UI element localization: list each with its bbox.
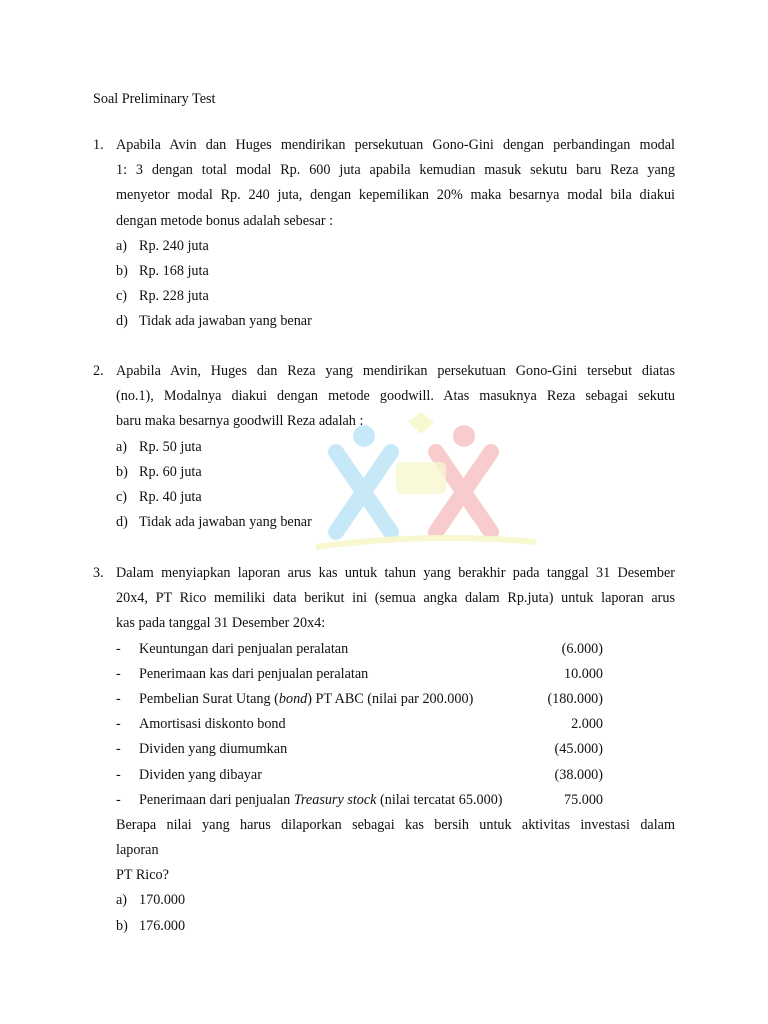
question-3 xyxy=(93,561,675,939)
question-text-line: 1: 3 dengan total modal Rp. 600 juta apabila kemudian masuk sekutu baru Reza yang xyxy=(116,162,675,179)
item-text xyxy=(139,712,286,737)
option-text: 170.000 xyxy=(139,892,186,909)
option-label: d) xyxy=(116,514,128,531)
option-label: a) xyxy=(116,438,128,455)
item-amount: 75.000 xyxy=(563,791,603,808)
item-amount: (38.000) xyxy=(554,766,603,783)
question-number: 2. xyxy=(93,363,104,379)
question-text-line: laporan xyxy=(116,842,159,859)
item-text-italic: Treasury stock xyxy=(293,791,377,808)
question-text-line: PT Rico? xyxy=(116,867,169,884)
item-dash: - xyxy=(116,716,121,733)
answer-option xyxy=(116,309,675,334)
option-label: b) xyxy=(116,917,128,934)
question-2 xyxy=(93,359,675,535)
answer-option xyxy=(116,914,675,939)
item-amount: 2.000 xyxy=(571,716,603,733)
item-text xyxy=(139,687,473,712)
data-item xyxy=(116,637,675,662)
item-dash: - xyxy=(116,766,121,783)
item-text-part: Penerimaan dari penjualan xyxy=(139,791,294,808)
question-text-line: Apabila Avin dan Huges mendirikan persekutuan Gono-Gini dengan perbandingan modal xyxy=(116,137,675,153)
item-text xyxy=(139,737,287,762)
answer-option xyxy=(116,485,675,510)
option-text: 176.000 xyxy=(139,917,186,934)
item-text-part: Amortisasi diskonto bond xyxy=(139,716,286,733)
item-text-part: Dividen yang dibayar xyxy=(139,766,262,783)
question-text-line: dengan metode bonus adalah sebesar : xyxy=(116,212,334,229)
question-text-line: kas pada tanggal 31 Desember 20x4: xyxy=(116,615,326,632)
question-text-line: Dalam menyiapkan laporan arus kas untuk tahun yang berakhir pada tanggal 31 Desember xyxy=(116,565,675,581)
question-1 xyxy=(93,133,675,335)
item-dash: - xyxy=(116,741,121,758)
item-text xyxy=(139,637,348,662)
option-label: c) xyxy=(116,488,128,505)
option-text: Rp. 168 juta xyxy=(139,262,209,279)
question-text-line: 20x4, PT Rico memiliki data berikut ini (semua angka dalam Rp.juta) untuk laporan arus xyxy=(116,590,675,607)
item-amount: (6.000) xyxy=(561,640,603,657)
item-text-italic: bond xyxy=(278,690,308,707)
item-amount: (180.000) xyxy=(547,690,603,707)
item-text xyxy=(139,788,503,813)
item-text-part: Dividen yang diumumkan xyxy=(139,741,288,758)
item-dash: - xyxy=(116,791,121,808)
option-label: b) xyxy=(116,262,128,279)
option-text: Rp. 40 juta xyxy=(139,488,202,505)
option-text: Tidak ada jawaban yang benar xyxy=(139,313,312,330)
data-item xyxy=(116,712,675,737)
data-item xyxy=(116,788,675,813)
item-text-part: Pembelian Surat Utang ( xyxy=(139,690,279,707)
data-item xyxy=(116,662,675,687)
option-text: Tidak ada jawaban yang benar xyxy=(139,514,312,531)
option-label: d) xyxy=(116,313,128,330)
watermark-swoosh xyxy=(316,538,536,547)
item-dash: - xyxy=(116,690,121,707)
option-text: Rp. 50 juta xyxy=(139,438,202,455)
option-text: Rp. 228 juta xyxy=(139,288,209,305)
question-text-line: baru maka besarnya goodwill Reza adalah : xyxy=(116,413,364,430)
answer-option xyxy=(116,234,675,259)
answer-option xyxy=(116,259,675,284)
item-dash: - xyxy=(116,640,121,657)
option-label: c) xyxy=(116,288,128,305)
answer-option xyxy=(116,510,675,535)
question-text-line: Apabila Avin, Huges dan Reza yang mendirikan persekutuan Gono-Gini tersebut diatas xyxy=(116,363,675,379)
option-text: Rp. 240 juta xyxy=(139,237,209,254)
data-item xyxy=(116,737,675,762)
question-text-line: (no.1), Modalnya diakui dengan metode goodwill. Atas masuknya Reza sebagai sekutu xyxy=(116,388,675,405)
answer-option xyxy=(116,460,675,485)
item-text xyxy=(139,763,262,788)
answer-option xyxy=(116,435,675,460)
data-item xyxy=(116,687,675,712)
item-text-part: Keuntungan dari penjualan peralatan xyxy=(139,640,349,657)
option-label: b) xyxy=(116,463,128,480)
question-number: 3. xyxy=(93,565,104,581)
page-title: Soal Preliminary Test xyxy=(93,91,216,107)
option-text: Rp. 60 juta xyxy=(139,463,202,480)
item-dash: - xyxy=(116,665,121,682)
item-text xyxy=(139,662,368,687)
item-amount: 10.000 xyxy=(563,665,603,682)
option-label: a) xyxy=(116,892,128,909)
question-text-line: menyetor modal Rp. 240 juta, dengan kepemilikan 20% maka besarnya modal bila diakui xyxy=(116,187,675,204)
item-text-part: ) PT ABC (nilai par 200.000) xyxy=(307,690,474,707)
question-text-line: Berapa nilai yang harus dilaporkan sebagai kas bersih untuk aktivitas investasi dalam xyxy=(116,816,675,833)
item-amount: (45.000) xyxy=(554,741,603,758)
answer-option xyxy=(116,284,675,309)
answer-option xyxy=(116,888,675,913)
data-item xyxy=(116,763,675,788)
item-text-part: (nilai tercatat 65.000) xyxy=(376,791,503,808)
question-number: 1. xyxy=(93,137,104,153)
option-label: a) xyxy=(116,237,128,254)
item-text-part: Penerimaan kas dari penjualan peralatan xyxy=(139,665,369,682)
